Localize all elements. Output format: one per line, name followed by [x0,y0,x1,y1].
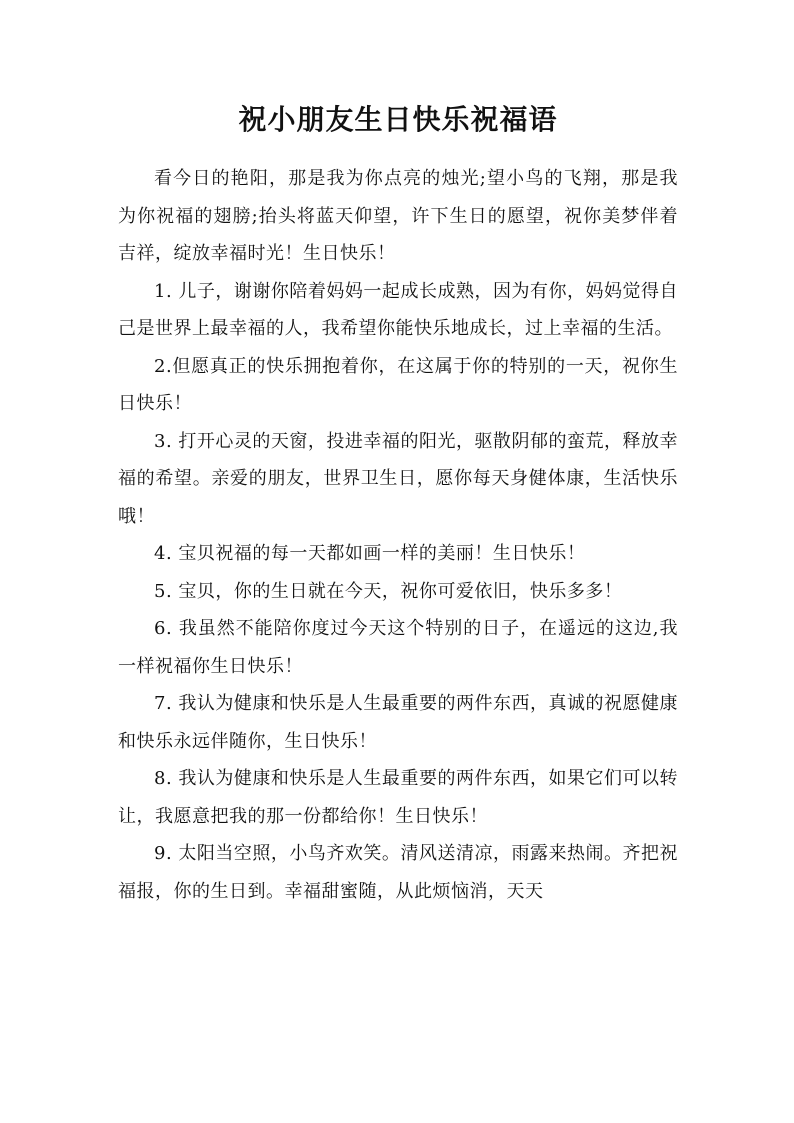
paragraph-item-5: 5. 宝贝，你的生日就在今天，祝你可爱依旧，快乐多多！ [154,580,623,602]
paragraph-item-8: 8. 我认为健康和快乐是人生最重要的两件东西，如果它们可以转让，我愿意把我的那一份都给你！生日快乐！ [118,768,678,827]
paragraph-item-6: 6. 我虽然不能陪你度过今天这个特别的日子，在遥远的这边,我一样祝福你生日快乐！ [118,618,678,677]
paragraph-item-3: 3. 打开心灵的天窗，投进幸福的阳光，驱散阴郁的蛮荒，释放幸福的希望。亲爱的朋友，世界卫生日，愿你每天身健体康，生活快乐哦！ [118,430,678,527]
document-page [118,92,678,910]
paragraph-item-9: 9. 太阳当空照，小鸟齐欢笑。清风送清凉，雨露来热闹。齐把祝福报，你的生日到。幸福甜蜜随，从此烦恼消，天天 [118,843,678,902]
document-title: 祝小朋友生日快乐祝福语 [238,103,558,136]
paragraph-intro: 看今日的艳阳，那是我为你点亮的烛光;望小鸟的飞翔，那是我为你祝福的翅膀;抬头将蓝天仰望，许下生日的愿望，祝你美梦伴着吉祥，绽放幸福时光！生日快乐！ [118,168,678,264]
paragraph-item-1: 1. 儿子，谢谢你陪着妈妈一起成长成熟，因为有你，妈妈觉得自己是世界上最幸福的人，我希望你能快乐地成长，过上幸福的生活。 [118,280,678,339]
paragraph-item-4: 4. 宝贝祝福的每一天都如画一样的美丽！生日快乐！ [154,543,586,564]
paragraph-item-2: 2.但愿真正的快乐拥抱着你，在这属于你的特别的一天，祝你生日快乐！ [118,355,678,414]
paragraph-item-7: 7. 我认为健康和快乐是人生最重要的两件东西，真诚的祝愿健康和快乐永远伴随你，生日快乐！ [118,693,678,752]
